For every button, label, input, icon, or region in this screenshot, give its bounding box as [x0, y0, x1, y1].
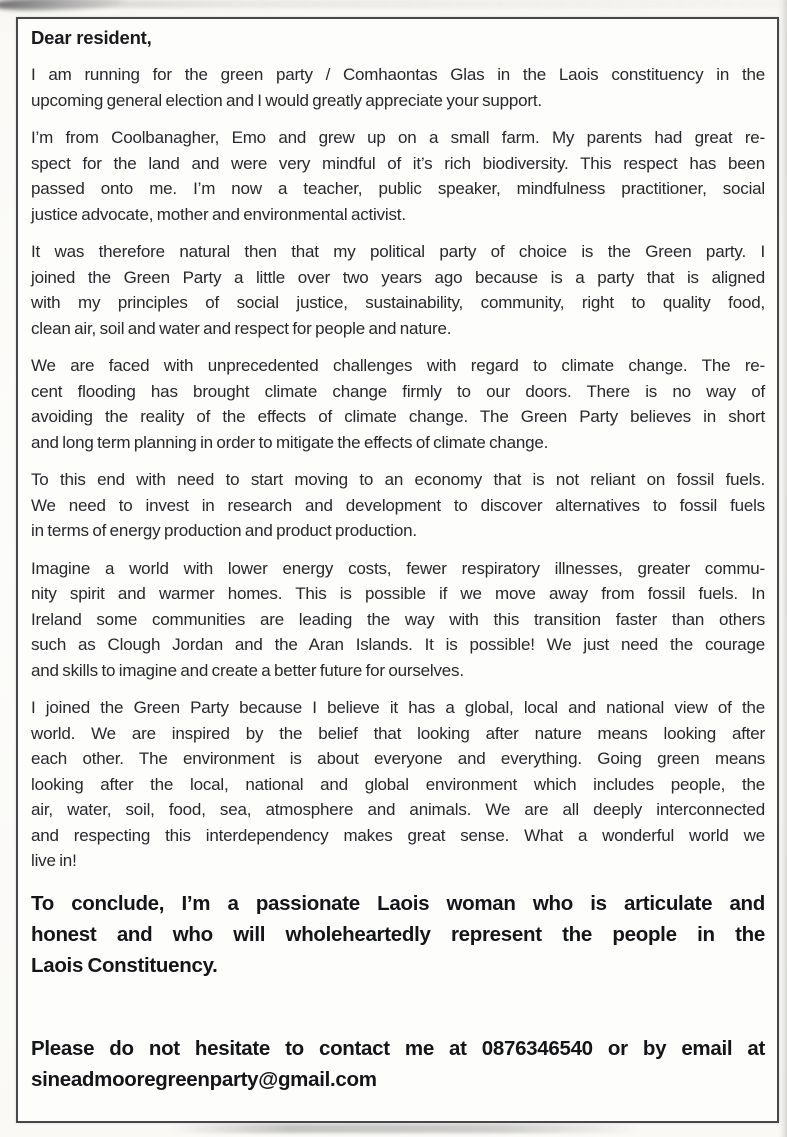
salutation: Dear resident,: [31, 27, 152, 48]
paragraph-line: honest and who will wholeheartedly represent the people in the: [31, 922, 765, 946]
paragraph-line: Please do not hesitate to contact me at 0876346540 or by email at: [31, 1036, 765, 1060]
paragraph: [31, 1033, 765, 1095]
paragraph-line: air, water, soil, food, sea, atmosphere and animals. We are all deeply interconnected: [31, 800, 765, 819]
paragraph: [31, 62, 765, 113]
scan-smudge-artifact: [170, 1124, 640, 1133]
paragraph-line: cent flooding has brought climate change firmly to our doors. There is no way of: [31, 381, 765, 401]
paragraph-line: I joined the Green Party because I believe it has a global, local and national view of the: [31, 698, 765, 717]
paragraph: [31, 125, 765, 227]
paragraph-line: To this end with need to start moving to an economy that is not reliant on fossil fuels.: [31, 470, 765, 489]
paragraph-line: passed onto me. I’m now a teacher, public speaker, mindfulness practitioner, social: [31, 179, 765, 198]
paragraph: [31, 556, 765, 684]
paragraph: [31, 695, 765, 874]
paragraph-line: We are faced with unprecedented challenges with regard to climate change. The re-: [31, 356, 765, 375]
paragraph-line: It was therefore natural then that my political party of choice is the Green party. I: [31, 242, 765, 261]
scan-smudge-artifact: [0, 0, 124, 12]
paragraph-line: I’m from Coolbanagher, Emo and grew up on a small farm. My parents had great re-: [31, 128, 765, 147]
paragraph-line: with my principles of social justice, sustainability, community, right to quality food,: [31, 293, 765, 312]
paragraph-line: joined the Green Party a little over two years ago because is a party that is aligned: [31, 267, 765, 287]
paragraph-line: Ireland some communities are leading the way with this transition faster than others: [31, 609, 765, 629]
paragraph-line: looking after the local, national and global environment which includes people, the: [31, 774, 765, 794]
paragraph-line: To conclude, I’m a passionate Laois woman who is articulate and: [31, 891, 765, 915]
paragraph-line: clean air, soil and water and respect for people and nature.: [31, 318, 452, 338]
paragraph-line: Imagine a world with lower energy costs, fewer respiratory illnesses, greater commu-: [31, 558, 765, 578]
paragraph-line: justice advocate, mother and environmental activist.: [31, 204, 406, 224]
paragraph-line: spect for the land and were very mindful of it’s rich biodiversity. This respect has been: [31, 153, 765, 173]
letter-border-box: [16, 17, 779, 1123]
paragraph-line: Laois Constituency.: [31, 953, 218, 977]
paragraph-line: world. We are inspired by the belief that looking after nature means looking after: [31, 723, 765, 743]
paragraph-line: nity spirit and warmer homes. This is possible if we move away from fossil fuels. In: [31, 584, 765, 603]
paragraph-line: and respecting this interdependency makes great sense. What a wonderful world we: [31, 825, 765, 845]
paragraph-line: avoiding the reality of the effects of climate change. The Green Party believes in short: [31, 407, 765, 426]
paragraph-line: upcoming general election and I would greatly appreciate your support.: [31, 90, 542, 110]
paragraph-line: and long term planning in order to mitigate the effects of climate change.: [31, 432, 549, 452]
paragraph-line: in terms of energy production and product production.: [31, 521, 417, 540]
paragraph-line: and skills to imagine and create a better future for ourselves.: [31, 660, 464, 680]
paragraph-line: each other. The environment is about everyone and everything. Going green means: [31, 749, 765, 768]
paragraph-line: sineadmooregreenparty@gmail.com: [31, 1067, 377, 1091]
paragraph-line: live in!: [31, 851, 77, 870]
paragraph-line: We need to invest in research and development to discover alternatives to fossil fuels: [31, 495, 765, 515]
paragraph-line: such as Clough Jordan and the Aran Islands. It is possible! We just need the courage: [31, 635, 765, 654]
letter-body: [31, 62, 765, 1095]
paragraph: [31, 467, 765, 544]
paragraph-line: I am running for the green party / Comhaontas Glas in the Laois constituency in the: [31, 65, 765, 84]
scan-edge-shadow: [778, 0, 787, 1137]
paragraph: [31, 239, 765, 341]
paragraph: [31, 353, 765, 455]
paragraph: [31, 888, 765, 981]
